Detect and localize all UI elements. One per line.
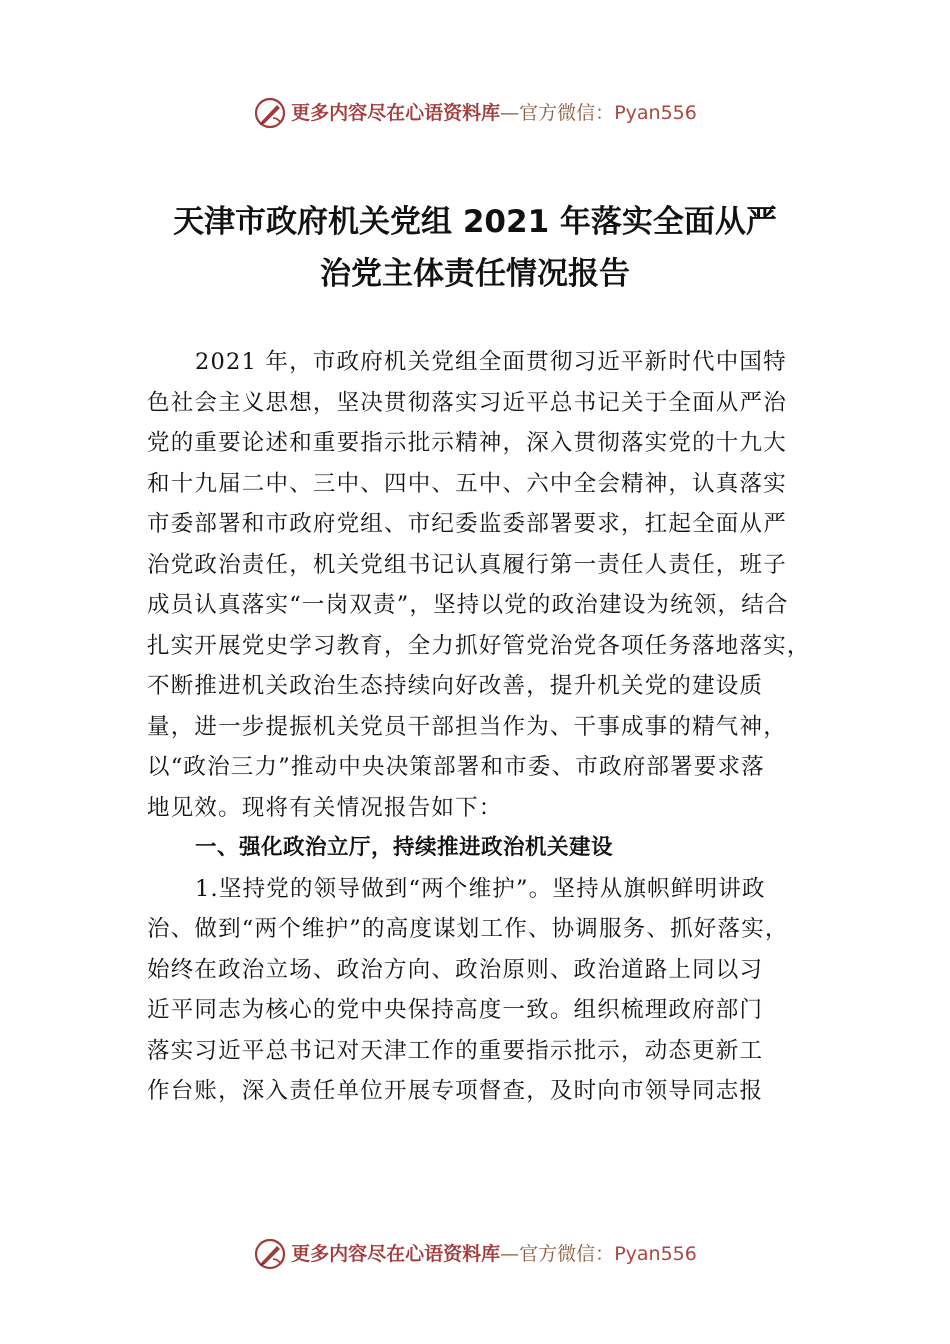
body-line: 和十九届二中、三中、四中、五中、六中全会精神，认真落实 bbox=[147, 470, 787, 497]
body-line: 市委部署和市政府党组、市纪委监委部署要求，扛起全面从严 bbox=[147, 511, 787, 537]
section-heading: 一、强化政治立厅，持续推进政治机关建设 bbox=[195, 835, 614, 860]
watermark-id-text: Pyan556 bbox=[614, 1243, 697, 1265]
title-line-2: 治党主体责任情况报告 bbox=[320, 256, 630, 292]
watermark-id-text: Pyan556 bbox=[614, 102, 697, 124]
pen-logo-icon bbox=[253, 1237, 287, 1271]
body-line: 成员认真落实“一岗双责”，坚持以党的政治建设为统领，结合 bbox=[147, 592, 789, 618]
body-line: 始终在政治立场、政治方向、政治原则、政治道路上同以习 bbox=[147, 956, 764, 983]
body-line: 治党政治责任，机关党组书记认真履行第一责任人责任，班子 bbox=[147, 551, 787, 578]
body-line: 不断推进机关政治生态持续向好改善，提升机关党的建设质 bbox=[147, 673, 764, 699]
footer-watermark bbox=[0, 1236, 950, 1272]
body-line: 1.坚持党的领导做到“两个维护”。坚持从旗帜鲜明讲政 bbox=[195, 875, 766, 902]
body-line: 地见效。现将有关情况报告如下： bbox=[147, 794, 503, 821]
watermark-dash-text: —官方微信： bbox=[500, 1243, 615, 1265]
body-line: 治、做到“两个维护”的高度谋划工作、协调服务、抓好落实， bbox=[147, 916, 789, 942]
header-watermark bbox=[0, 95, 950, 131]
body-line: 色社会主义思想，坚决贯彻落实习近平总书记关于全面从严治 bbox=[147, 389, 787, 416]
document-body bbox=[147, 342, 847, 1112]
body-line: 以“政治三力”推动中央决策部署和市委、市政府部署要求落 bbox=[147, 754, 765, 780]
title-line-1: 天津市政府机关党组 2021 年落实全面从严 bbox=[173, 204, 777, 240]
body-line: 扎实开展党史学习教育，全力抓好管党治党各项任务落地落实， bbox=[147, 632, 811, 659]
document-title bbox=[80, 196, 870, 300]
body-line: 作台账，深入责任单位开展专项督查，及时向市领导同志报 bbox=[147, 1078, 764, 1104]
body-line: 2021 年，市政府机关党组全面贯彻习近平新时代中国特 bbox=[195, 349, 787, 375]
body-line: 近平同志为核心的党中央保持高度一致。组织梳理政府部门 bbox=[147, 997, 764, 1023]
watermark-main-text: 更多内容尽在心语资料库 bbox=[291, 1243, 501, 1265]
body-line: 量，进一步提振机关党员干部担当作为、干事成事的精气神， bbox=[147, 713, 787, 740]
watermark-main-text: 更多内容尽在心语资料库 bbox=[291, 102, 501, 124]
watermark-dash-text: —官方微信： bbox=[500, 102, 615, 124]
body-line: 党的重要论述和重要指示批示精神，深入贯彻落实党的十九大 bbox=[147, 430, 787, 456]
body-line: 落实习近平总书记对天津工作的重要指示批示，动态更新工 bbox=[147, 1037, 764, 1064]
pen-logo-icon bbox=[253, 96, 287, 130]
